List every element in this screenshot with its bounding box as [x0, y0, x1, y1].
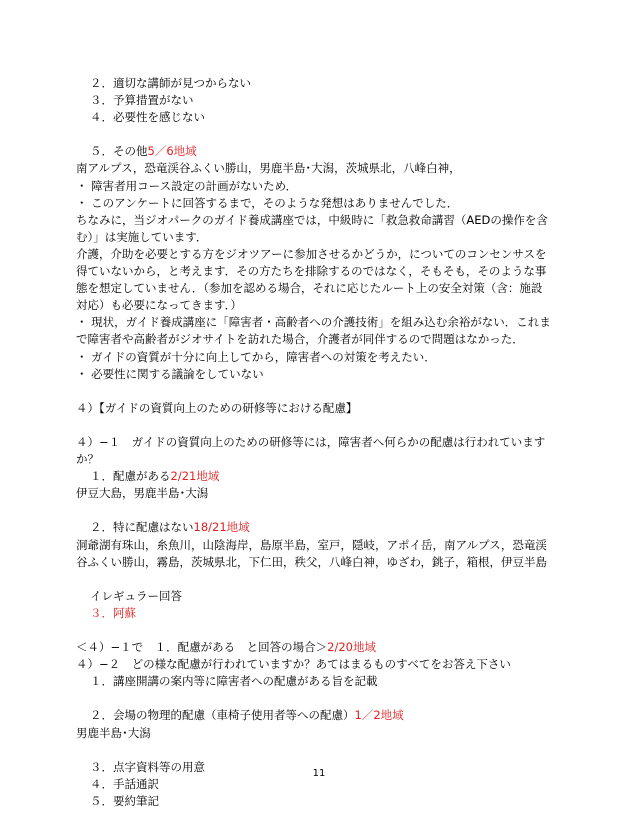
highlight-count: 18/21地域	[193, 520, 250, 535]
text-line	[76, 554, 588, 571]
text-line	[76, 280, 588, 297]
line-text: ・ このアンケートに回答するまで，そのような発想はありませんでした．	[76, 195, 459, 210]
text-line	[76, 314, 588, 331]
text-line	[76, 212, 588, 229]
text-line	[76, 349, 588, 366]
text-line	[76, 229, 588, 246]
line-text: ２．会場の物理的配慮（車椅子使用者等への配慮）	[90, 708, 355, 723]
text-line	[76, 160, 588, 177]
text-line	[76, 793, 588, 810]
blank-line	[76, 622, 588, 639]
line-text: 介護，介助を必要とする方をジオツアーに参加させるかどうか，についてのコンセンサスを	[76, 246, 547, 261]
text-line	[76, 707, 588, 724]
text-line	[76, 639, 588, 656]
text-line	[76, 178, 588, 195]
text-line	[76, 75, 588, 92]
line-text: ５．要約筆記	[90, 793, 159, 808]
line-text: ・ 現状，ガイド養成講座に「障害者・高齢者への介護技術」を組み込む余裕がない．これま	[76, 315, 551, 330]
line-text: 対応）も必要になってきます．）	[76, 298, 242, 313]
blank-line	[76, 417, 588, 434]
line-text: 態を想定していません．（参加を認める場合，それに応じたルート上の安全対策（含：施設	[76, 281, 543, 296]
line-text: ・ 障害者用コース設定の計画がないため．	[76, 178, 298, 193]
line-text: ＜４）−１で １．配慮がある と回答の場合＞	[76, 640, 328, 655]
text-line	[76, 109, 588, 126]
line-text: ４．必要性を感じない	[90, 110, 205, 125]
line-text: ３．点字資料等の用意	[90, 759, 205, 774]
line-text: １．講座開講の案内等に障害者への配慮がある旨を記載	[90, 674, 378, 689]
line-text: ４．手話通訳	[90, 776, 159, 791]
text-line	[76, 400, 588, 417]
text-line	[76, 588, 588, 605]
text-line	[76, 331, 588, 348]
text-line	[76, 143, 588, 160]
text-line	[76, 605, 588, 622]
text-line	[76, 263, 588, 280]
text-line	[76, 485, 588, 502]
line-text: む）」は実施しています．	[76, 229, 208, 244]
line-text: か？	[76, 452, 99, 467]
line-text: 伊豆大島，男鹿半島･大潟	[76, 486, 209, 501]
line-text: ４）【ガイドの資質向上のための研修等における配慮】	[76, 400, 358, 415]
line-text: で障害者や高齢者がジオサイトを訪れた場合，介護者が同伴するので問題はなかった．	[76, 332, 524, 347]
line-text: ４）−１ ガイドの資質向上のための研修等には，障害者へ何らかの配慮は行われています	[76, 434, 546, 449]
text-line	[76, 673, 588, 690]
line-text: １．配慮がある	[90, 469, 171, 484]
line-text: イレギュラー回答	[90, 588, 182, 603]
highlight-count: 2/20地域	[327, 640, 376, 655]
text-line	[76, 725, 588, 742]
line-text: 男鹿半島･大潟	[76, 725, 151, 740]
text-line	[76, 297, 588, 314]
line-text: ２．適切な講師が見つからない	[90, 76, 251, 90]
text-line	[76, 195, 588, 212]
body-text	[76, 75, 588, 810]
text-line	[76, 246, 588, 263]
highlight-count: ３．阿蘇	[90, 605, 136, 620]
text-line	[76, 519, 588, 536]
text-line	[76, 366, 588, 383]
line-text: ・ ガイドの資質が十分に向上してから，障害者への対策を考えたい．	[76, 349, 436, 364]
line-text: ・ 必要性に関する議論をしていない	[76, 366, 264, 381]
page-number: 11	[312, 768, 326, 779]
blank-line	[76, 502, 588, 519]
highlight-count: 5／6地域	[147, 144, 197, 159]
blank-line	[76, 742, 588, 759]
text-line	[76, 537, 588, 554]
line-text: 得ていないから，と考えます．その方たちを排除するのではなく，そもそも，そのような事	[76, 264, 547, 279]
blank-line	[76, 126, 588, 143]
blank-line	[76, 383, 588, 400]
line-text: ５．その他	[90, 144, 148, 159]
text-line	[76, 468, 588, 485]
text-line	[76, 656, 588, 673]
line-text: 南アルプス，恐竜渓谷ふくい勝山，男鹿半島･大潟，茨城県北，八峰白神，	[76, 161, 461, 176]
line-text: 洞爺湖有珠山，糸魚川，山陰海岸，島原半島，室戸，隠岐，アポイ岳，南アルプス，恐竜渓	[76, 537, 547, 552]
blank-line	[76, 690, 588, 707]
line-text: ちなみに，当ジオパークのガイド養成講座では，中級時に「救急救命講習（AEDの操作を含	[76, 212, 548, 227]
line-text: ４）−２ どの様な配慮が行われていますか？あてはまるものすべてをお答え下さい	[76, 657, 511, 672]
text-line	[76, 451, 588, 468]
highlight-count: 2/21地域	[170, 469, 220, 484]
line-text: ２．特に配慮はない	[90, 520, 194, 535]
highlight-count: 1／2地域	[354, 708, 404, 723]
line-text: ３．予算措置がない	[90, 93, 194, 108]
text-line	[76, 92, 588, 109]
blank-line	[76, 571, 588, 588]
line-text: 谷ふくい勝山，霧島，茨城県北，下仁田，秩父，八峰白神，ゆざわ，銚子，箱根，伊豆半島	[76, 554, 548, 569]
text-line	[76, 434, 588, 451]
